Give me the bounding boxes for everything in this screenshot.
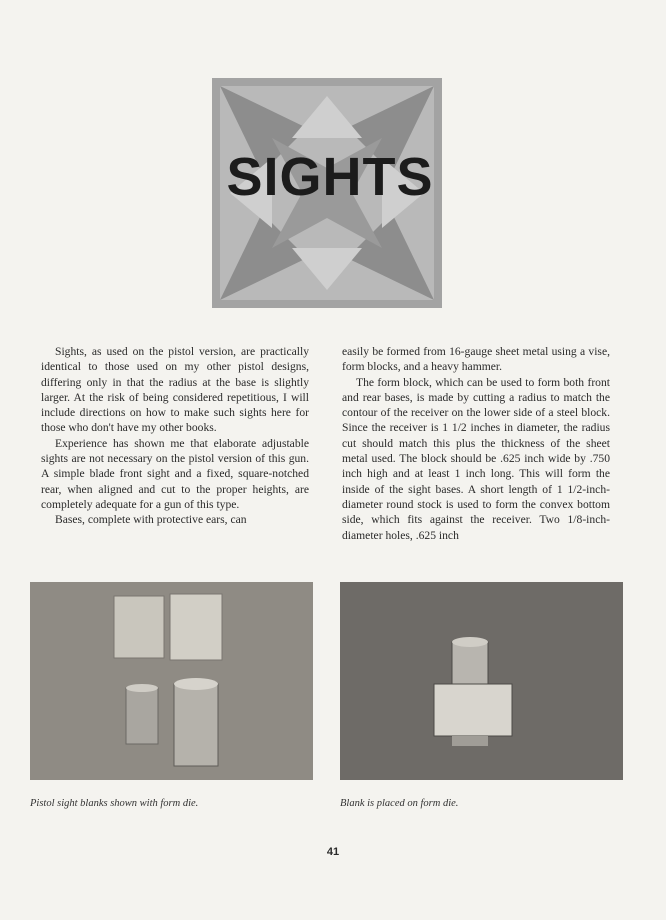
chapter-title: SIGHTS (226, 147, 434, 207)
photo-blank-on-die (340, 582, 623, 780)
paragraph: The form block, which can be used to form both front and rear bases, is made by cutting a radius to match the contour of the receiver on the lower side of a steel block. Since the receiver is 1 1/2 inches in diameter, the radius cut should match this plus the thickness of the sheet metal used. The block should be .625 inch wide by .750 inch high and at least 1 inch long. This will form the inside of the sight bases. A short length of 1 1/2-inch-diameter round stock is used to form the convex bottom side, which fits against the receiver. Two 1/8-inch-diameter holes, .625 inch (342, 375, 610, 542)
paragraph: Experience has shown me that elaborate adjustable sights are not necessary on the pistol version of this gun. A simple blade front sight and a fixed, square-notched rear, when aligned and cut to the proper heights, are completely adequate for a gun of this type. (41, 436, 309, 511)
paragraph: Sights, as used on the pistol version, are practically identical to those used on my other pistol designs, differing only in that the radius at the base is slightly larger. At the risk of being considered repetitious, I will include directions on how to make such sights here for those who don't have my other books. (41, 345, 309, 435)
figure-caption: Blank is placed on form die. (340, 798, 459, 809)
text-column-left (41, 344, 309, 528)
text-column-right (342, 344, 610, 543)
figure-caption: Pistol sight blanks shown with form die. (30, 798, 199, 809)
photo-sight-blanks (30, 582, 313, 780)
paragraph: easily be formed from 16-gauge sheet metal using a vise, form blocks, and a heavy hammer. (342, 345, 610, 374)
paragraph: Bases, complete with protective ears, can (55, 513, 247, 527)
page-number: 41 (326, 846, 340, 858)
